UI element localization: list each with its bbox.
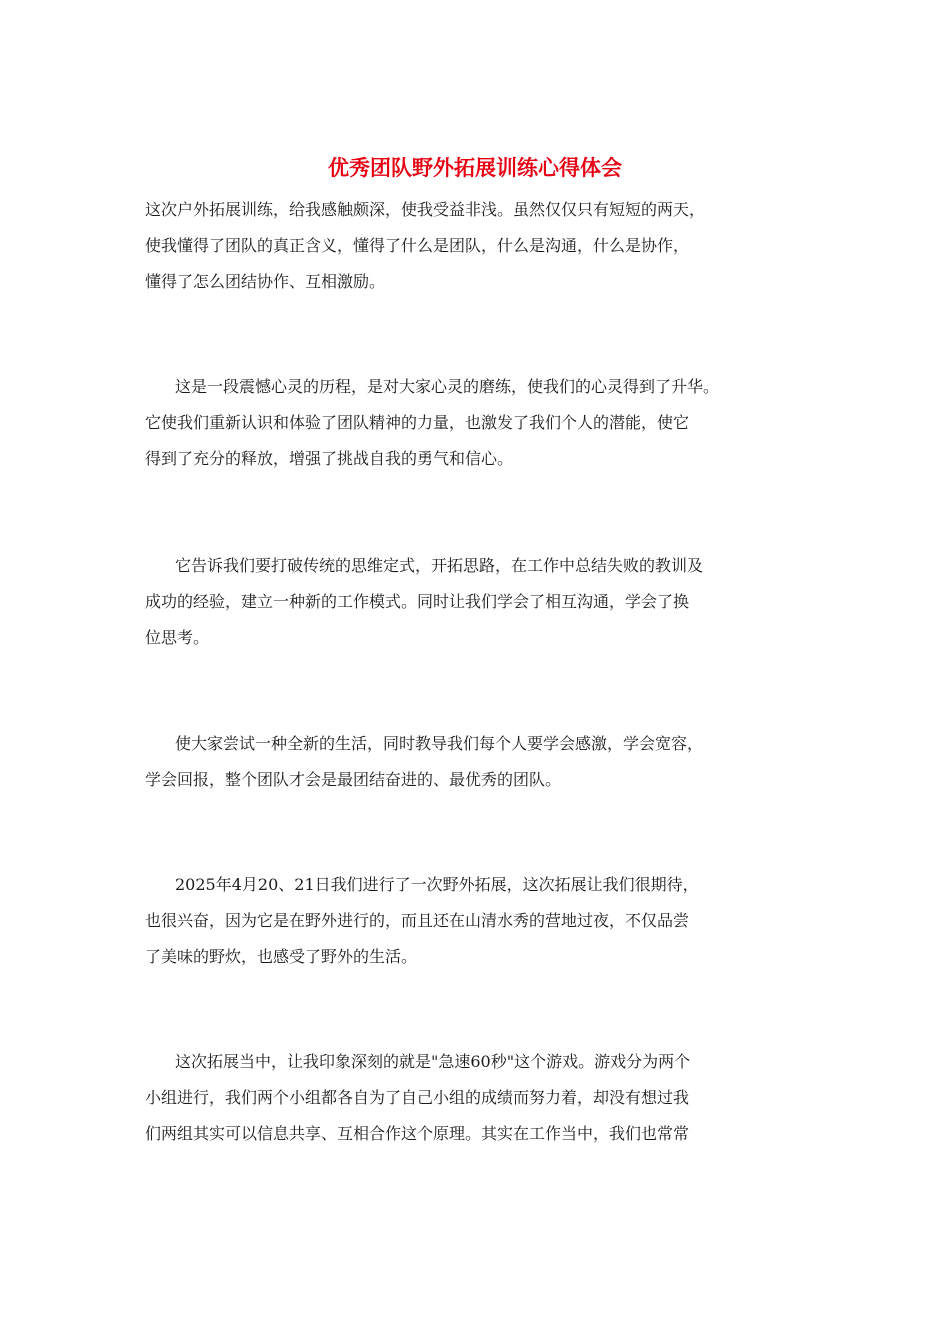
paragraph-line: 小组进行，我们两个小组都各自为了自己小组的成绩而努力着，却没有想过我 [145, 1088, 690, 1107]
paragraph-line: 也很兴奋，因为它是在野外进行的，而且还在山清水秀的营地过夜，不仅品尝 [145, 911, 690, 930]
paragraph-line: 这是一段震憾心灵的历程，是对大家心灵的磨练，使我们的心灵得到了升华。 [175, 377, 720, 396]
paragraph-line: 懂得了怎么团结协作、互相激励。 [145, 272, 386, 291]
paragraph-line: 使大家尝试一种全新的生活，同时教导我们每个人要学会感激，学会宽容， [175, 734, 704, 753]
paragraph-line: 位思考。 [145, 628, 210, 647]
document-title: 优秀团队野外拓展训练心得体会 [328, 155, 622, 180]
paragraph-3 [145, 548, 825, 656]
paragraph-line: 了美味的野炊，也感受了野外的生活。 [145, 947, 418, 966]
paragraph-line: 使我懂得了团队的真正含义，懂得了什么是团队，什么是沟通，什么是协作， [145, 236, 690, 255]
paragraph-1 [145, 192, 825, 300]
paragraph-line: 这次户外拓展训练，给我感触颇深，使我受益非浅。虽然仅仅只有短短的两天， [145, 200, 706, 219]
paragraph-2 [145, 369, 825, 477]
paragraph-line: 它告诉我们要打破传统的思维定式，开拓思路，在工作中总结失败的教训及 [175, 556, 704, 575]
paragraph-5 [145, 867, 825, 975]
paragraph-line: 2025年4月20、21日我们进行了一次野外拓展，这次拓展让我们很期待， [175, 875, 699, 894]
paragraph-line: 们两组其实可以信息共享、互相合作这个原理。其实在工作当中，我们也常常 [145, 1124, 690, 1143]
paragraph-4 [145, 726, 825, 798]
paragraph-line: 得到了充分的释放，增强了挑战自我的勇气和信心。 [145, 449, 514, 468]
paragraph-6 [145, 1044, 825, 1152]
paragraph-line: 成功的经验，建立一种新的工作模式。同时让我们学会了相互沟通，学会了换 [145, 592, 690, 611]
paragraph-line: 学会回报，整个团队才会是最团结奋进的、最优秀的团队。 [145, 770, 562, 789]
paragraph-line: 这次拓展当中，让我印象深刻的就是"急速60秒"这个游戏。游戏分为两个 [175, 1052, 691, 1071]
paragraph-line: 它使我们重新认识和体验了团队精神的力量，也激发了我们个人的潜能，使它 [145, 413, 690, 432]
